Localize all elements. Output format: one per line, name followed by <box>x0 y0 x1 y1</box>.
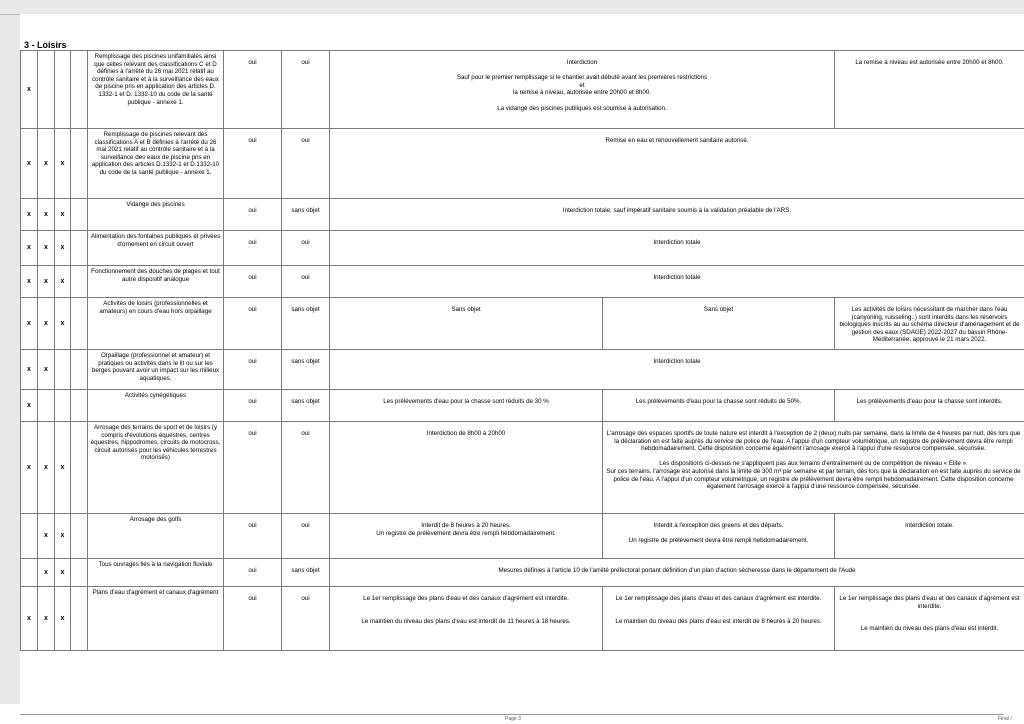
applies-cell: oui <box>224 266 282 298</box>
level-mark-cell <box>71 587 88 651</box>
activity-cell: Arrosage des terrains de sport et de loisirs (y compris d'évolutions équestres, centres équestres, hippodromes, circuits de motocross, circuit autorisés pour les véhicules terrestres motorisés) <box>88 422 224 514</box>
level-mark-cell: x <box>55 298 71 350</box>
measure-cell-alert: Interdit à l'exception des greens et des départs. Un registre de prélèvement devra être rempli hebdomadairement. <box>603 514 835 559</box>
table-row <box>21 199 1024 231</box>
level-mark-cell <box>21 514 38 559</box>
level-mark-cell: x <box>55 231 71 266</box>
applies-cell: oui <box>282 587 330 651</box>
applies-cell: oui <box>282 422 330 514</box>
level-mark-cell: x <box>21 390 38 422</box>
measure-cell-crisis: Les prélèvements d'eau pour la chasse sont interdits. <box>835 390 1024 422</box>
section-title: 3 - Loisirs <box>24 40 67 50</box>
level-mark-cell <box>71 266 88 298</box>
table-row <box>21 231 1024 266</box>
footer-right-text: Final / <box>998 716 1012 722</box>
document-page <box>20 14 1024 704</box>
table-row <box>21 390 1024 422</box>
table-body <box>21 51 1024 651</box>
measure-cell-merged: Interdiction totale <box>330 266 1024 298</box>
applies-cell: oui <box>224 350 282 390</box>
applies-cell: sans objet <box>282 559 330 587</box>
level-mark-cell: x <box>55 422 71 514</box>
level-mark-cell <box>71 51 88 129</box>
table-row <box>21 559 1024 587</box>
applies-cell: oui <box>224 199 282 231</box>
applies-cell: oui <box>282 231 330 266</box>
level-mark-cell: x <box>21 129 38 199</box>
applies-cell: oui <box>282 129 330 199</box>
level-mark-cell: x <box>55 587 71 651</box>
level-mark-cell: x <box>21 587 38 651</box>
activity-cell: Tous ouvrages liés à la navigation fluviale <box>88 559 224 587</box>
level-mark-cell <box>71 129 88 199</box>
level-mark-cell: x <box>55 514 71 559</box>
measure-cell-crisis: Les activités de loisirs nécessitant de marcher dans l'eau (canyoning, ruisseling..) sont interdits dans les réservoirs biologiques inscrits au au schéma directeur d'aménagement et de gestion des eaux (SDAGE) 2022-2027 du bassin Rhône-Méditerranée, approuvé le 21 mars 2022. <box>835 298 1024 350</box>
activity-cell: Remplissage de piscines relevant des classifications A et B définies à l'arrêté du 26 mai 2021 relatif au contrôle sanitaire et à la surveillance des eaux de piscine pris en application des articles D.1332-1 et D.1332-10 du code de la santé publique - annexe 1. <box>88 129 224 199</box>
table-row <box>21 350 1024 390</box>
measure-cell-crisis: La remise à niveau est autorisée entre 20h00 et 8h00. <box>835 51 1024 129</box>
level-mark-cell <box>21 559 38 587</box>
level-mark-cell: x <box>38 231 55 266</box>
level-mark-cell: x <box>55 199 71 231</box>
restrictions-table <box>20 50 1024 651</box>
level-mark-cell <box>55 51 71 129</box>
applies-cell: oui <box>224 51 282 129</box>
activity-cell: Alimentation des fontaines publiques et privées d'ornement en circuit ouvert <box>88 231 224 266</box>
level-mark-cell <box>71 231 88 266</box>
level-mark-cell <box>71 514 88 559</box>
level-mark-cell: x <box>38 350 55 390</box>
level-mark-cell: x <box>21 350 38 390</box>
level-mark-cell: x <box>38 422 55 514</box>
measure-cell-alert: Les prélèvements d'eau pour la chasse sont réduits de 50%. <box>603 390 835 422</box>
table-row <box>21 422 1024 514</box>
measure-cell-merged: Mesures définies à l'article 10 de l'arrêté préfectoral portant définition d'un plan d'action sécheresse dans le département de l'Aude <box>330 559 1024 587</box>
level-mark-cell: x <box>38 266 55 298</box>
measure-cell-vigilance: Interdiction de 8h00 à 20h00 <box>330 422 603 514</box>
level-mark-cell: x <box>55 266 71 298</box>
footer-page-number: Page 3 <box>505 716 521 722</box>
activity-cell: Remplissage des piscines unifamiliales ainsi que celles relevant des classifications C et D définies à l'arrêté du 26 mai 2021 relatif au contrôle sanitaire et à la surveillance des eaux de piscine pris en application des articles D. 1332-1 et D. 1332-10 du code de la santé publique - annexe 1. <box>88 51 224 129</box>
activity-cell: Activités de loisirs (professionnelles et amateurs) en cours d'eau hors orpaillage <box>88 298 224 350</box>
table-row <box>21 587 1024 651</box>
level-mark-cell <box>71 199 88 231</box>
applies-cell: oui <box>282 51 330 129</box>
activity-cell: Plans d'eau d'agrément et canaux d'agrément <box>88 587 224 651</box>
level-mark-cell: x <box>21 298 38 350</box>
applies-cell: oui <box>224 231 282 266</box>
level-mark-cell: x <box>21 51 38 129</box>
level-mark-cell: x <box>21 422 38 514</box>
applies-cell: sans objet <box>282 350 330 390</box>
applies-cell: sans objet <box>282 298 330 350</box>
applies-cell: oui <box>224 390 282 422</box>
activity-cell: Fonctionnement des douches de plages et tout autre dispositif analogue <box>88 266 224 298</box>
table-row <box>21 129 1024 199</box>
level-mark-cell <box>71 559 88 587</box>
level-mark-cell <box>71 350 88 390</box>
level-mark-cell: x <box>38 514 55 559</box>
applies-cell: oui <box>224 298 282 350</box>
measure-cell-crisis: Le 1er remplissage des plans d'eau et des canaux d'agrément est interdite. Le maintien du niveau des plans d'eau est interdit. <box>835 587 1024 651</box>
level-mark-cell: x <box>38 587 55 651</box>
applies-cell: oui <box>224 422 282 514</box>
measure-cell-alert-crisis: L'arrosage des espaces sportifs de toute nature est interdit à l'exception de 2 (deux) nuits par semaine, dans la limite de 4 heures par nuit, dès lors que la déclaration en est faite auprès du service de police de l'eau. A l'appui d'un compteur volumétrique, un registre de prélèvement devra être rempli hebdomadairement. Cette disposition concerne également l'arrosage exercé à l'appui d'une ressource compensée, sécurisée. Les dispositions ci-dessus ne s'appliquent pas aux terrains d'entraînement ou de compétition de niveau « Elite ». Sur ces terrains, l'arrosage est autorisé dans la limite de 300 m³ par semaine et par terrain, dès lors que la déclaration en est faite auprès du service de police de l'eau. A l'appui d'un compteur volumétrique, un registre de prélèvement devra être rempli hebdomadairement. Cette disposition concerne également l'arrosage exercé à l'appui d'une ressource compensée, sécurisée. <box>603 422 1024 514</box>
level-mark-cell <box>38 390 55 422</box>
level-mark-cell: x <box>55 129 71 199</box>
level-mark-cell: x <box>21 266 38 298</box>
applies-cell: oui <box>224 514 282 559</box>
level-mark-cell <box>55 390 71 422</box>
applies-cell: oui <box>282 514 330 559</box>
level-mark-cell <box>71 298 88 350</box>
measure-cell-alert: Le 1er remplissage des plans d'eau et des canaux d'agrément est interdite. Le maintien du niveau des plans d'eau est interdit de 8 heures à 20 heures. <box>603 587 835 651</box>
level-mark-cell <box>55 350 71 390</box>
measure-cell-merged: Remise en eau et renouvellement sanitaire autorisé. <box>330 129 1024 199</box>
level-mark-cell: x <box>38 559 55 587</box>
level-mark-cell <box>71 390 88 422</box>
applies-cell: oui <box>224 129 282 199</box>
measure-cell-merged: Interdiction totale <box>330 350 1024 390</box>
measure-cell-vigilance: Le 1er remplissage des plans d'eau et des canaux d'agrément est interdite. Le maintien du niveau des plans d'eau est interdit de 11 heures à 18 heures. <box>330 587 603 651</box>
level-mark-cell: x <box>55 559 71 587</box>
activity-cell: Orpaillage (professionnel et amateur) et pratiques ou activités dans le lit ou sur les berges pouvant avoir un impact sur les milieux aquatiques. <box>88 350 224 390</box>
table-row <box>21 51 1024 129</box>
applies-cell: sans objet <box>282 199 330 231</box>
measure-cell-vigilance: Sans objet <box>330 298 603 350</box>
activity-cell: Arrosage des golfs <box>88 514 224 559</box>
measure-cell-merged: Interdiction totale, sauf impératif sanitaire soumis à la validation préalable de l'ARS. <box>330 199 1024 231</box>
measure-cell-merged: Interdiction totale <box>330 231 1024 266</box>
applies-cell: sans objet <box>282 390 330 422</box>
measure-cell-alert: Sans objet <box>603 298 835 350</box>
footer-rule <box>20 714 1004 715</box>
measure-cell-vigilance: Les prélèvements d'eau pour la chasse sont réduits de 30 % <box>330 390 603 422</box>
level-mark-cell <box>71 422 88 514</box>
level-mark-cell: x <box>38 129 55 199</box>
activity-cell: Activités cynégétiques <box>88 390 224 422</box>
table-row <box>21 266 1024 298</box>
measure-cell-crisis: Interdiction totale. <box>835 514 1024 559</box>
activity-cell: Vidange des piscines <box>88 199 224 231</box>
level-mark-cell: x <box>38 199 55 231</box>
level-mark-cell: x <box>21 231 38 266</box>
applies-cell: oui <box>282 266 330 298</box>
table-row <box>21 298 1024 350</box>
level-mark-cell: x <box>21 199 38 231</box>
applies-cell: oui <box>224 587 282 651</box>
measure-cell-vigilance: Interdit de 8 heures à 20 heures. Un registre de prélèvement devra être rempli hebdomadairement. <box>330 514 603 559</box>
level-mark-cell <box>38 51 55 129</box>
viewer-top-bar <box>0 0 1024 15</box>
level-mark-cell: x <box>38 298 55 350</box>
applies-cell: oui <box>224 559 282 587</box>
table-row <box>21 514 1024 559</box>
measure-cell-merged: Interdiction Sauf pour le premier remplissage si le chantier avait débuté avant les premières restrictions et la remise à niveau, autorisée entre 20h00 et 8h00. La vidange des piscines publiques est soumise à autorisation. <box>330 51 835 129</box>
